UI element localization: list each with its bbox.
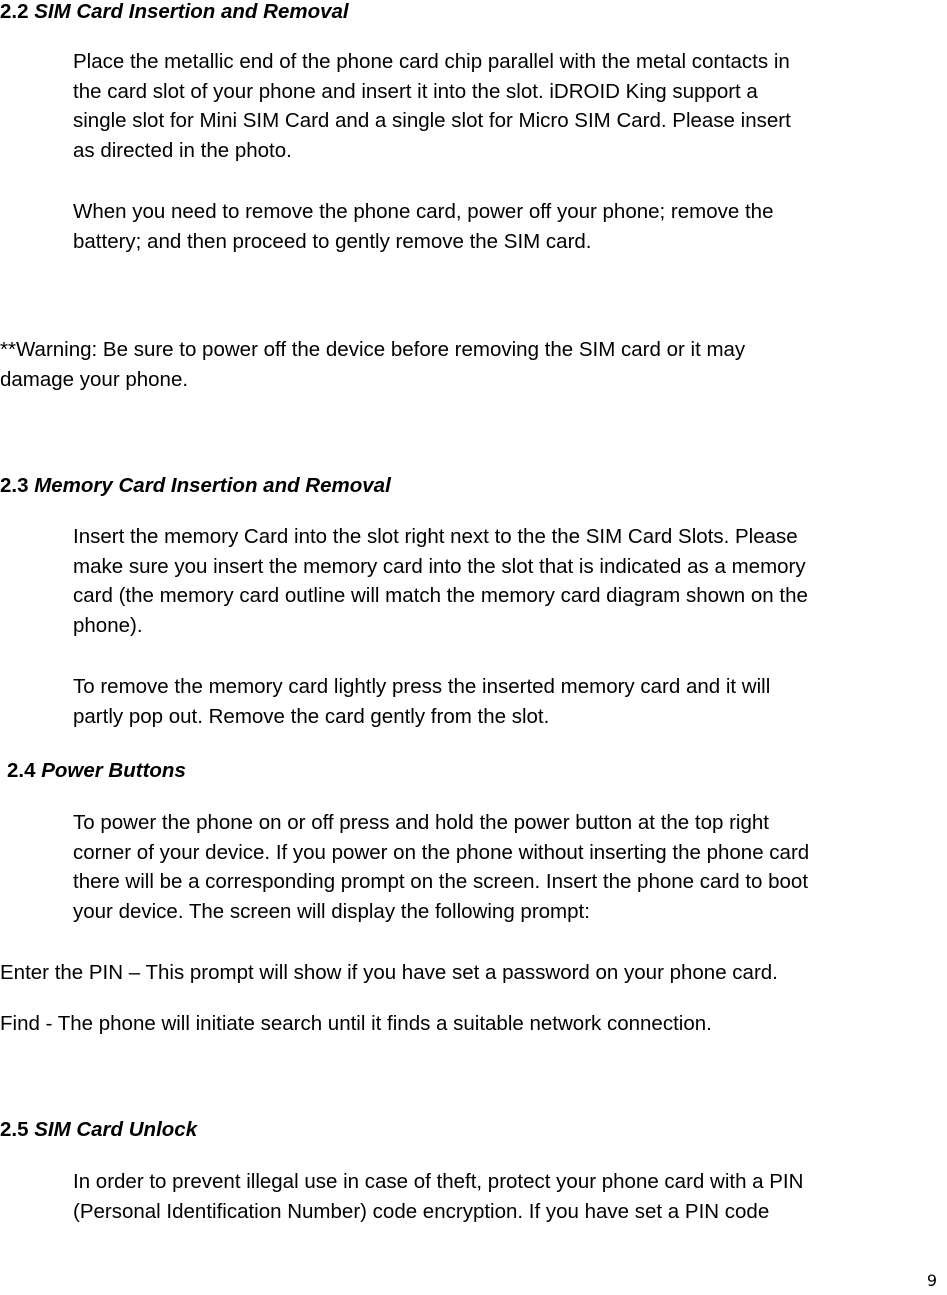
- text-line: Find - The phone will initiate search until it finds a suitable network connection.: [0, 1012, 712, 1035]
- text-line: make sure you insert the memory card into the slot that is indicated as a memory: [73, 554, 806, 578]
- section-title: SIM Card Unlock: [34, 1118, 198, 1141]
- text-line: Enter the PIN – This prompt will show if you have set a password on your phone card.: [0, 961, 778, 984]
- text-line: partly pop out. Remove the card gently from the slot.: [73, 704, 550, 728]
- section-title: Memory Card Insertion and Removal: [34, 474, 391, 497]
- section-title: Power Buttons: [41, 759, 186, 782]
- section-number: 2.4: [7, 759, 36, 782]
- prompt-find: [0, 1009, 940, 1039]
- section-heading-2-3: [0, 474, 391, 498]
- text-line: To power the phone on or off press and hold the power button at the top right: [73, 811, 769, 834]
- warning-note: [0, 335, 940, 394]
- paragraph-sim-unlock: [73, 1167, 947, 1226]
- page-number: 9: [926, 1271, 937, 1290]
- prompt-enter-pin: [0, 958, 940, 988]
- text-line: In order to prevent illegal use in case of theft, protect your phone card with a PIN: [73, 1170, 804, 1193]
- text-line: phone).: [73, 613, 143, 637]
- text-line: single slot for Mini SIM Card and a single slot for Micro SIM Card. Please insert: [73, 109, 791, 133]
- text-line: Place the metallic end of the phone card chip parallel with the metal contacts in: [73, 50, 790, 73]
- text-line: damage your phone.: [0, 367, 189, 391]
- section-number: 2.5: [0, 1118, 29, 1141]
- section-heading-2-4: [7, 759, 186, 783]
- text-line: battery; and then proceed to gently remove the SIM card.: [73, 229, 592, 253]
- text-line: as directed in the photo.: [73, 138, 292, 162]
- text-line: To remove the memory card lightly press the inserted memory card and it will: [73, 675, 771, 698]
- text-line: card (the memory card outline will match the memory card diagram shown on the: [73, 584, 808, 608]
- text-line: the card slot of your phone and insert it into the slot. iDROID King support a: [73, 79, 758, 103]
- paragraph-memory-insertion: [73, 522, 947, 640]
- text-line: corner of your device. If you power on the phone without inserting the phone card: [73, 840, 810, 864]
- section-heading-2-2: [0, 0, 349, 24]
- section-number: 2.3: [0, 474, 29, 497]
- section-heading-2-5: [0, 1118, 197, 1142]
- section-number: 2.2: [0, 0, 29, 23]
- paragraph-power-buttons: [73, 808, 947, 926]
- text-line: **Warning: Be sure to power off the device before removing the SIM card or it may: [0, 338, 746, 361]
- section-title: SIM Card Insertion and Removal: [34, 0, 349, 23]
- paragraph-memory-removal: [73, 672, 947, 731]
- paragraph-sim-removal: [73, 197, 947, 256]
- text-line: (Personal Identification Number) code encryption. If you have set a PIN code: [73, 1199, 770, 1223]
- text-line: When you need to remove the phone card, power off your phone; remove the: [73, 200, 774, 223]
- text-line: there will be a corresponding prompt on the screen. Insert the phone card to boot: [73, 870, 809, 894]
- text-line: Insert the memory Card into the slot right next to the the SIM Card Slots. Please: [73, 525, 798, 548]
- paragraph-sim-insertion: [73, 47, 947, 165]
- text-line: your device. The screen will display the following prompt:: [73, 899, 590, 923]
